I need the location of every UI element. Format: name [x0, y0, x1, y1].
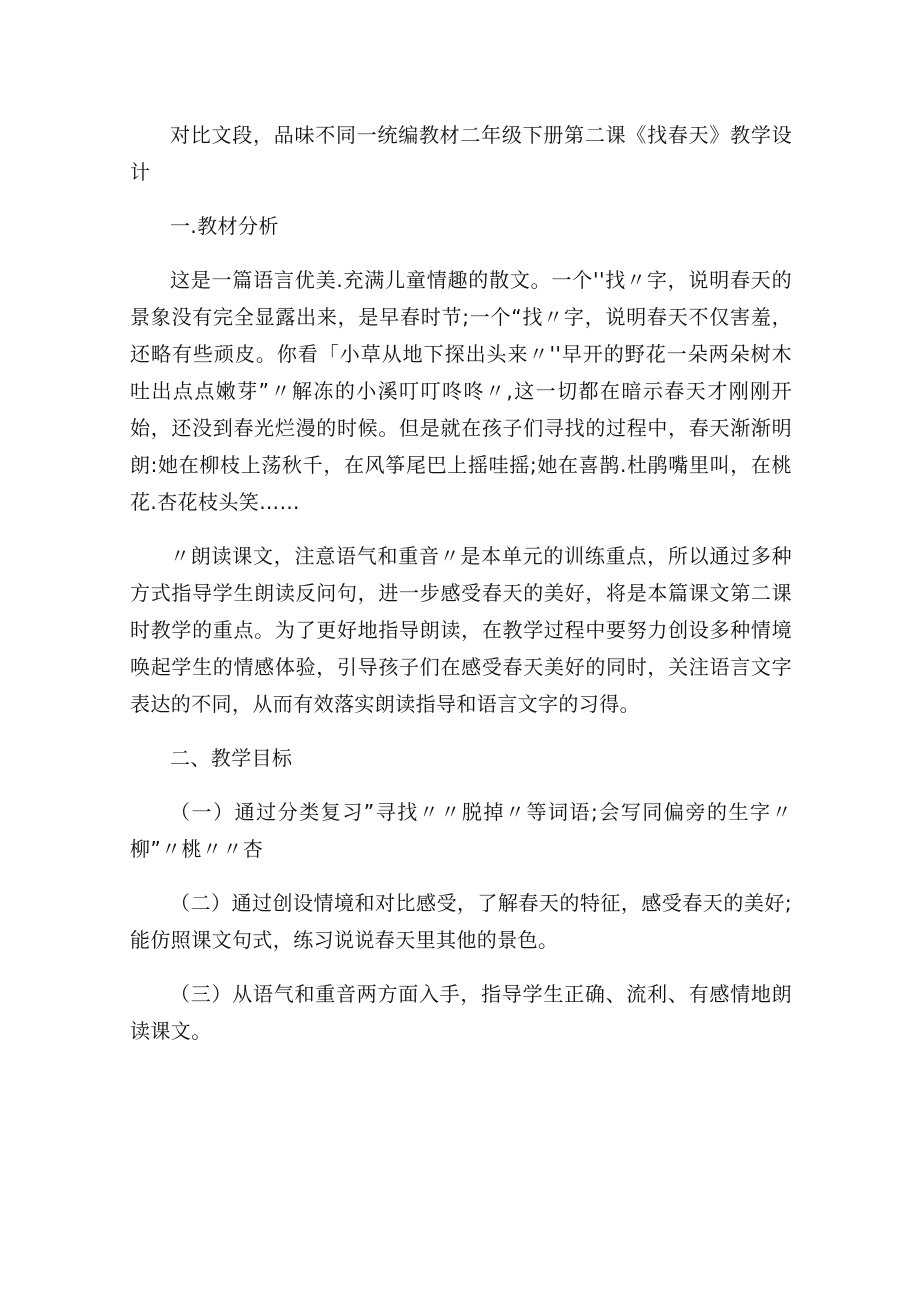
paragraph-teaching-focus: 〃朗读课文，注意语气和重音〃是本单元的训练重点，所以通过多种方式指导学生朗读反问句，进一步感受春天的美好，将是本篇课文第二课时教学的重点。为了更好地指导朗读，在教学过程中要努力创设多种情境唤起学生的情感体验，引导孩子们在感受春天美好的同时，关注语言文字表达的不同，从而有效落实朗读指导和语言文字的习得。	[130, 544, 792, 716]
goal-item-2: （二）通过创设情境和对比感受，了解春天的特征，感受春天的美好;能仿照课文句式，练习说说春天里其他的景色。	[130, 891, 792, 952]
paragraph-text-description: 这是一篇语言优美.充满儿童情趣的散文。一个''找〃字，说明春天的景象没有完全显露出来，是早春时节;一个“找〃字，说明春天不仅害羞，还略有些顽皮。你看「小草从地下探出头来〃''早开的野花一朵两朵树木吐出点点嫩芽”〃解冻的小溪叮叮咚咚〃,这一切都在暗示春天才刚刚开始，还没到春光烂漫的时候。但是就在孩子们寻找的过程中，春天渐渐明朗:她在柳枝上荡秋千，在风筝尾巴上摇哇摇;她在喜鹊.杜鹃嘴里叫，在桃花.杏花枝头笑……	[130, 268, 792, 514]
goal-item-3: （三）从语气和重音两方面入手，指导学生正确、流利、有感情地朗读课文。	[130, 982, 792, 1043]
section-heading-textbook-analysis: 一.教材分析	[170, 214, 279, 238]
section-heading-teaching-goals: 二、教学目标	[170, 746, 293, 770]
document-body	[130, 117, 792, 1067]
document-title: 对比文段，品味不同一统编教材二年级下册第二课《找春天》教学设计	[130, 123, 792, 184]
goal-item-1: （一）通过分类复习”寻找〃〃脱掉〃等词语;会写同偏旁的生字〃柳”〃桃〃〃杏	[130, 800, 792, 861]
